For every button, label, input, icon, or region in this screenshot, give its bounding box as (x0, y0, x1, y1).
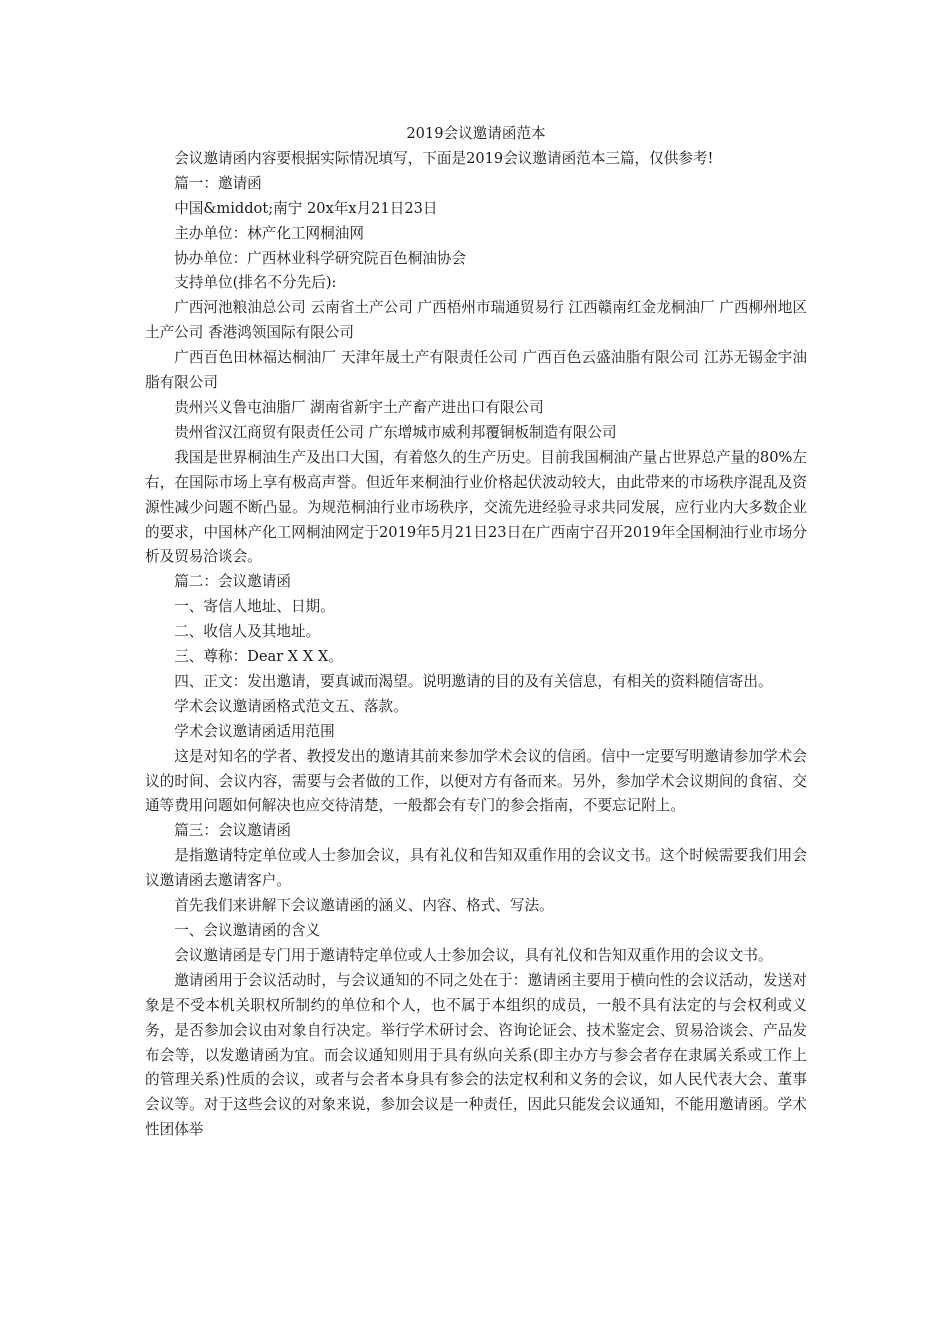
paragraph-organizer: 主办单位：林产化工网桐油网 (174, 224, 364, 242)
document-title: 2019会议邀请函范本 (406, 125, 546, 142)
paragraph-scope-body: 这是对知名的学者、教授发出的邀请其前来参加学术会议的信函。信中一定要写明邀请参加学术会议的时间、会议内容，需要与会者做的工作，以便对方有备而来。另外，参加学术会议期间的食宿、交通等费用问题如何解决也应交待清楚，一般都会有专门的参会指南，不要忘记附上。 (145, 747, 807, 815)
paragraph-overview: 首先我们来讲解下会议邀请函的涵义、内容、格式、写法。 (174, 897, 554, 915)
paragraph-heading-part2: 篇二：会议邀请函 (174, 573, 291, 591)
paragraph-supporters-heading: 支持单位(排名不分先后): (174, 274, 337, 292)
paragraph-list-item-1: 一、寄信人地址、日期。 (174, 598, 335, 616)
paragraph-intro: 会议邀请函内容要根据实际情况填写，下面是2019会议邀请函范本三篇，仅供参考! (174, 149, 714, 167)
paragraph-scope-heading: 学术会议邀请函适用范围 (174, 722, 335, 740)
paragraph-difference-body: 邀请函用于会议活动时，与会议通知的不同之处在于：邀请函主要用于横向性的会议活动，发送对象是不受本机关职权所制约的单位和个人，也不属于本组织的成员，一般不具有法定的与会权利或义务，是否参加会议由对象自行决定。举行学术研讨会、咨询论证会、技术鉴定会、贸易洽谈会、产品发布会等，以发邀请函为宜。而会议通知则用于具有纵向关系(即主办方与参会者存在隶属关系或工作上的管理关系)性质的会议，或者与会者本身具有参会的法定权利和义务的会议，如人民代表大会、董事会议等。对于这些会议的对象来说，参加会议是一种责任，因此只能发会议通知，不能用邀请函。学术性团体举 (145, 971, 807, 1139)
paragraph-list-item-2: 二、收信人及其地址。 (174, 623, 321, 641)
paragraph-location-date: 中国&middot;南宁 20x年x月21日23日 (174, 199, 438, 217)
paragraph-co-organizer: 协办单位：广西林业科学研究院百色桐油协会 (174, 249, 467, 267)
paragraph-list-item-4: 四、正文：发出邀请，要真诚而渴望。说明邀请的目的及有关信息，有相关的资料随信寄出。 (174, 672, 773, 690)
paragraph-supporters-2: 广西百色田林福达桐油厂 天津年晟土产有限责任公司 广西百色云盛油脂有限公司 江苏无锡金宇油脂有限公司 (145, 349, 807, 392)
paragraph-meaning-heading: 一、会议邀请函的含义 (174, 922, 321, 939)
document-page (145, 122, 807, 1143)
paragraph-list-item-3: 三、尊称：Dear X X X。 (174, 648, 343, 666)
paragraph-heading-part1: 篇一：邀请函 (174, 174, 262, 192)
paragraph-supporters-3: 贵州兴义鲁屯油脂厂 湖南省新宇土产畜产进出口有限公司 (174, 398, 544, 416)
paragraph-meaning-body: 会议邀请函是专门用于邀请特定单位或人士参加会议，具有礼仪和告知双重作用的会议文书。 (174, 946, 773, 964)
paragraph-heading-part3: 篇三：会议邀请函 (174, 822, 291, 840)
paragraph-supporters-1: 广西河池粮油总公司 云南省土产公司 广西梧州市瑞通贸易行 江西赣南红金龙桐油厂 广西柳州地区土产公司 香港鸿领国际有限公司 (145, 299, 807, 342)
paragraph-format-example: 学术会议邀请函格式范文五、落款。 (174, 697, 408, 715)
paragraph-supporters-4: 贵州省汉江商贸有限责任公司 广东增城市威利邦覆铜板制造有限公司 (174, 423, 617, 441)
paragraph-definition: 是指邀请特定单位或人士参加会议，具有礼仪和告知双重作用的会议文书。这个时候需要我们用会议邀请函去邀请客户。 (145, 847, 807, 890)
paragraph-tung-oil-background: 我国是世界桐油生产及出口大国，有着悠久的生产历史。目前我国桐油产量占世界总产量的80%左右，在国际市场上享有极高声誉。但近年来桐油行业价格起伏波动较大，由此带来的市场秩序混乱及资源性减少问题不断凸显。为规范桐油行业市场秩序，交流先进经验寻求共同发展，应行业内大多数企业的要求，中国林产化工网桐油网定于2019年5月21日23日在广西南宁召开2019年全国桐油行业市场分析及贸易洽谈会。 (145, 448, 807, 566)
